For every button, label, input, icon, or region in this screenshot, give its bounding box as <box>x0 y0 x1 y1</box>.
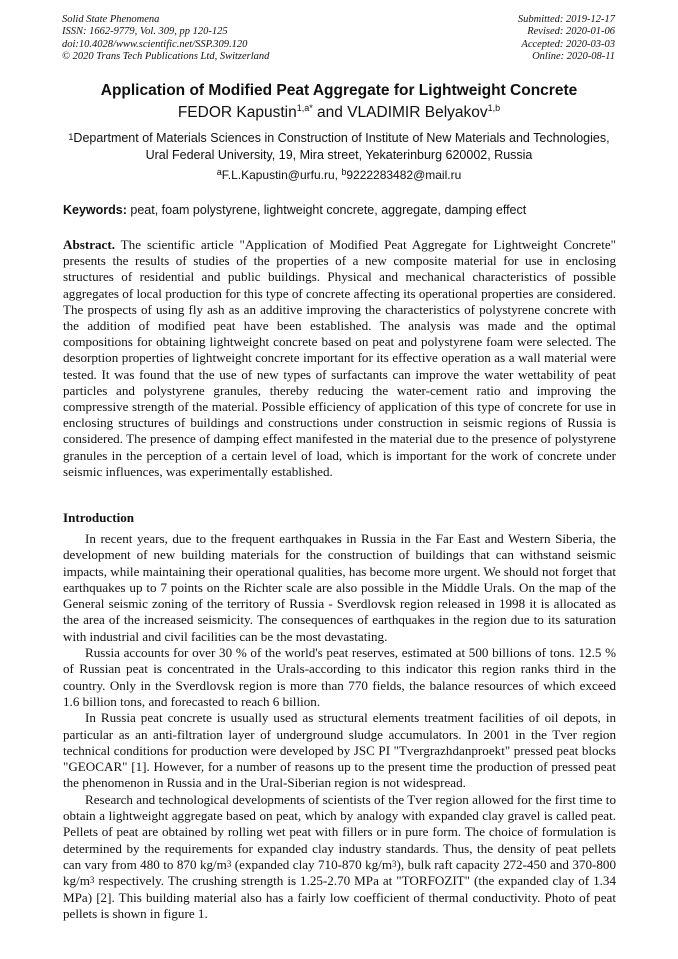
author-2: VLADIMIR Belyakov <box>347 104 488 121</box>
intro-paragraph-4: Research and technological developments of scientists of the Tver region allowed for the first time to obtain a lightweight aggregate based on peat, which by analogy with expanded clay gravel is called peat. Pellets of peat are obtained by rolling wet peat with fillers or in pure form. The choice of formulation is determined by the requirements for expanded clay industry standards. Thus, the density of peat pellets can vary from 480 to 870 $kg/m^3$ (expanded clay 710-870 $kg/m^3$), bulk raft capacity 272-450 and 370-800 $kg/m^3$ respectively. The crushing strength is 1.25-2.70 MPa at "TORFOZIT" (the expanded clay of 1.34 MPa) [2]. This building material also has a fairly low coefficient of thermal conductivity. Photo of peat pellets is shown in figure 1. <box>63 791 616 921</box>
authors-conjunction: and <box>312 104 348 121</box>
keywords-label: Keywords: <box>63 203 127 217</box>
journal-info <box>62 14 269 63</box>
affiliation <box>62 130 616 164</box>
intro-paragraph-2: Russia accounts for over 30 % of the world's peat reserves, estimated at 500 billions of tons. 12.5 % of Russian peat is concentrated in the Urals-according to this indicator this region ranks third in the country. Only in the Sverdlovsk region is more than 770 fields, the balance resources of which exceed 1.6 billion tons, and forecasted to reach 6 billion. <box>63 645 616 709</box>
intro-paragraph-3: In Russia peat concrete is usually used as structural elements treatment facilities of oil depots, in particular as an anti-filtration layer of underground sludge accumulators. In 2001 in the Tver region technical conditions for production were developed by JSC PI "Tvergrazhdanproekt" pressed peat blocks "GEOCAR" [1]. However, for a number of reasons up to the present time the production of pressed peat the phenomenon in Russia and in the Ural-Siberian region is not widespread. <box>63 710 616 791</box>
email-a[interactable]: F.L.Kapustin@urfu.ru, <box>221 168 338 182</box>
author-1: FEDOR Kapustin <box>177 104 297 121</box>
journal-name: Solid State Phenomena <box>62 14 160 25</box>
authors-line <box>0 104 678 122</box>
paper-title: Application of Modified Peat Aggregate for Lightweight Concrete <box>100 82 578 99</box>
abstract <box>63 237 616 480</box>
online-date: Online: 2020-08-11 <box>532 50 615 62</box>
email-b[interactable]: 9222283482@mail.ru <box>346 168 462 182</box>
intro-paragraph-1: In recent years, due to the frequent earthquakes in Russia in the Far East and Western Siberia, the development of new building materials for the construction of buildings that can withstand seismic impacts, while maintaining their operational qualities, has become more urgent. We should not forget that earthquakes up to 7 points on the Richter scale are also possible in the Middle Urals. On the map of the General seismic zoning of the territory of Russia - Sverdlovsk region released in 1998 it is allocated as the area of the increased seismicity. The consequences of earthquakes in the region due to its saturation with industrial and civil facilities can be the most devastating. <box>63 531 616 644</box>
issn-line: ISSN: 1662-9779, Vol. 309, pp 120-125 <box>62 26 228 38</box>
revised-date: Revised: 2020-01-06 <box>527 26 615 38</box>
abstract-label: Abstract. <box>63 237 115 252</box>
abstract-text: The scientific article "Application of Modified Peat Aggregate for Lightweight Concrete" presents the results of studies of the properties of a new composite material for use in enclosing structures of residential and public buildings. Physical and mechanical characteristics of possible aggregates of local production for this type of concrete affecting its operational properties are considered. The prospects of using fly ash as an additive improving the characteristics of polystyrene concrete with the addition of modified peat have been established. The analysis was made and the optimal compositions for obtaining lightweight concrete based on peat and polystyrene foam were selected. The desorption properties of lightweight concrete important for its effective operation as a wall material were tested. It was found that the use of new types of surfactants can improve the water wettability of peat particles and polystyrene granules, thereby reducing the water-cement ratio and improving the compressive strength of the material. Possible efficiency of application of this type of concrete for use in enclosing structures of buildings and constructions under construction in seismic regions of Russia is considered. The presence of damping effect manifested in the material due to the presence of polystyrene granules in the perception of a certain level of load, which is important for the work of concrete under seismic influences, was experimentally established. <box>63 237 616 479</box>
affiliation-mark: 1 <box>68 132 74 142</box>
author-emails <box>0 168 678 182</box>
author-2-affil-mark: 1,b <box>487 103 501 113</box>
doi-line[interactable]: doi:10.4028/www.scientific.net/SSP.309.120 <box>62 38 248 50</box>
copyright-line: © 2020 Trans Tech Publications Ltd, Switzerland <box>62 50 270 62</box>
affiliation-line-2: Ural Federal University, 19, Mira street, Yekaterinburg 620002, Russia <box>145 148 533 162</box>
submitted-date: Submitted: 2019-12-17 <box>517 14 615 25</box>
accepted-date: Accepted: 2020-03-03 <box>521 38 615 50</box>
publication-dates <box>518 14 615 63</box>
keywords <box>63 203 618 217</box>
keywords-text: peat, foam polystyrene, lightweight concrete, aggregate, damping effect <box>126 203 527 217</box>
email-a-mark: a <box>216 167 222 177</box>
introduction-heading: Introduction <box>63 510 135 525</box>
email-b-mark: b <box>341 167 347 177</box>
author-1-affil-mark: 1,a* <box>296 103 313 113</box>
affiliation-line-1: $^1$Department of Materials Sciences in Construction of Institute of New Materials and Technologies, <box>68 131 610 145</box>
introduction-body <box>63 531 616 922</box>
